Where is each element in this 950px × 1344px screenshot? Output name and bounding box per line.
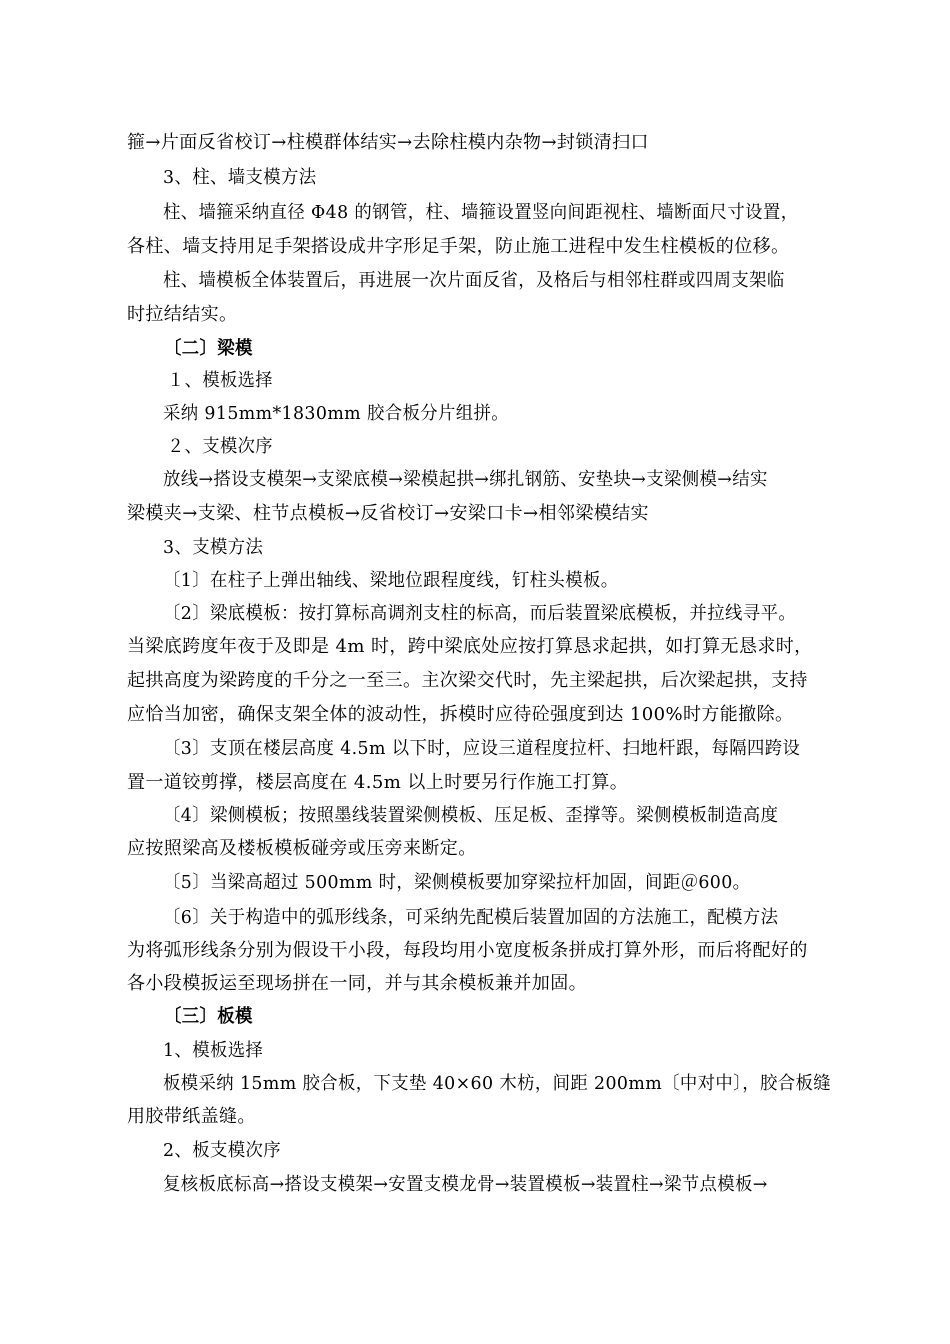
paragraph-line: 〔3〕支顶在楼层高度 4.5m 以下时，应设三道程度拉杆、扫地杆跟，每隔四跨设 <box>163 738 801 759</box>
paragraph-line: 时拉结结实。 <box>127 304 238 325</box>
paragraph-line: 起拱高度为梁跨度的千分之一至三。主次梁交代时，先主梁起拱，后次梁起拱，支持 <box>127 670 808 691</box>
paragraph-line: 各柱、墙支持用足手架搭设成井字形足手架，防止施工进程中发生柱模板的位移。 <box>127 236 790 257</box>
paragraph-line: 〔5〕当梁高超过 500mm 时，梁侧模板要加穿梁拉杆加固，间距＠600。 <box>163 872 751 893</box>
paragraph-line: 用胶带纸盖缝。 <box>127 1106 256 1127</box>
paragraph-line: 应按照梁高及楼板模板碰旁或压旁来断定。 <box>127 838 477 859</box>
paragraph-line: 板模采纳 15mm 胶合板，下支垫 40×60 木枋，间距 200mm〔中对中〕，胶合板缝 <box>163 1073 832 1094</box>
sub-heading: １、模板选择 <box>167 370 273 391</box>
paragraph-line: 〔2〕梁底模板：按打算标高调剂支柱的标高，而后装置梁底模板，并拉线寻平。 <box>163 603 797 624</box>
sub-heading: 2、板支模次序 <box>163 1140 282 1161</box>
paragraph-line: 〔1〕在柱子上弹出轴线、梁地位跟程度线，钉柱头模板。 <box>163 570 619 591</box>
paragraph-line: 放线→搭设支模架→支梁底模→梁模起拱→绑扎钢筋、安垫块→支梁侧模→结实 <box>163 469 768 490</box>
paragraph-line: 应恰当加密，确保支架全体的波动性，拆模时应待砼强度到达 100%时方能撤除。 <box>127 704 794 725</box>
paragraph-line: 梁模夹→支梁、柱节点模板→反省校订→安梁口卡→相邻梁模结实 <box>127 503 649 524</box>
text-line: 箍→片面反省校订→柱模群体结实→去除柱模内杂物→封锁清扫口 <box>127 132 649 153</box>
sub-heading: 1、模板选择 <box>163 1040 264 1061</box>
paragraph-line: 柱、墙模板全体装置后，再进展一次片面反省，及格后与相邻柱群或四周支架临 <box>163 270 785 291</box>
section-heading: 3、柱、墙支模方法 <box>163 167 317 188</box>
paragraph-line: 柱、墙箍采纳直径 Φ48 的钢管，柱、墙箍设置竖向间距视柱、墙断面尺寸设置， <box>163 202 799 223</box>
paragraph-line: 采纳 915mm*1830mm 胶合板分片组拼。 <box>163 403 510 424</box>
paragraph-line: 各小段模扳运至现场拼在一同，并与其余模板兼并加固。 <box>127 973 587 994</box>
paragraph-line: 复核板底标高→搭设支模架→安置支模龙骨→装置模板→装置柱→梁节点模板→ <box>163 1174 768 1195</box>
section-heading: 〔二〕梁模 <box>164 338 253 359</box>
sub-heading: ２、支模次序 <box>167 436 273 457</box>
paragraph-line: 置一道铰剪撑，楼层高度在 4.5m 以上时要另行作施工打算。 <box>127 772 629 793</box>
sub-heading: 3、支模方法 <box>163 537 264 558</box>
section-heading: 〔三〕板模 <box>164 1006 253 1027</box>
paragraph-line: 〔4〕梁侧模板；按照墨线装置梁侧模板、压足板、歪撑等。梁侧模板制造高度 <box>163 805 779 826</box>
paragraph-line: 〔6〕关于构造中的弧形线条，可采纳先配模后装置加固的方法施工，配模方法 <box>163 907 779 928</box>
paragraph-line: 为将弧形线条分别为假设干小段，每段均用小宽度板条拼成打算外形，而后将配好的 <box>127 940 808 961</box>
paragraph-line: 当梁底跨度年夜于及即是 4m 时，跨中梁底处应按打算恳求起拱，如打算无恳求时， <box>127 636 813 657</box>
